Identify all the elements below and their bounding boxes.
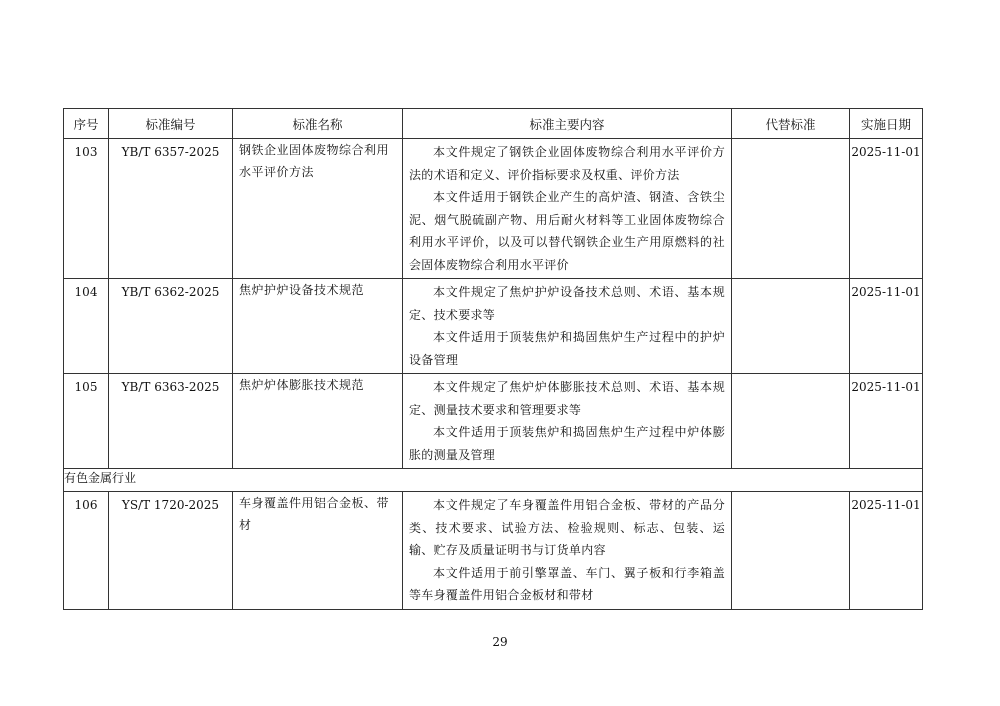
table-row [64, 279, 923, 374]
row-name [233, 139, 403, 279]
page-number: 29 [492, 635, 508, 649]
row-name [233, 492, 403, 610]
row-content [403, 139, 732, 279]
row-code: YB/T 6362-2025 [109, 279, 233, 374]
row-no: 103 [64, 139, 109, 279]
row-date: 2025-11-01 [850, 374, 923, 469]
row-replace [732, 492, 850, 610]
content-para: 本文件适用于钢铁企业产生的高炉渣、钢渣、含铁尘泥、烟气脱硫副产物、用后耐火材料等工业固体废物综合利用水平评价，以及可以替代钢铁企业生产用原燃料的社会固体废物综合利用水平评价 [409, 190, 725, 272]
table-row [64, 139, 923, 279]
header-replace: 代替标准 [732, 109, 850, 139]
row-code: YB/T 6363-2025 [109, 374, 233, 469]
content-para: 本文件规定了焦炉炉体膨胀技术总则、术语、基本规定、测量技术要求和管理要求等 [409, 380, 725, 417]
row-name [233, 374, 403, 469]
content-para: 本文件规定了焦炉护炉设备技术总则、术语、基本规定、技术要求等 [409, 285, 725, 322]
section-row [64, 469, 923, 492]
row-content [403, 374, 732, 469]
row-name-text: 钢铁企业固体废物综合利用水平评价方法 [239, 143, 390, 179]
content-para: 本文件规定了钢铁企业固体废物综合利用水平评价方法的术语和定义、评价指标要求及权重、评价方法 [409, 145, 725, 182]
row-date: 2025-11-01 [850, 492, 923, 610]
content-para: 本文件适用于顶装焦炉和捣固焦炉生产过程中炉体膨胀的测量及管理 [409, 425, 725, 462]
row-replace [732, 279, 850, 374]
header-row [64, 109, 923, 139]
row-no: 106 [64, 492, 109, 610]
table-row [64, 374, 923, 469]
row-name-text: 焦炉炉体膨胀技术规范 [239, 378, 365, 392]
row-no: 104 [64, 279, 109, 374]
row-replace [732, 139, 850, 279]
row-content [403, 492, 732, 610]
row-date: 2025-11-01 [850, 139, 923, 279]
table-row [64, 492, 923, 610]
header-code: 标准编号 [109, 109, 233, 139]
header-no: 序号 [64, 109, 109, 139]
row-content [403, 279, 732, 374]
row-name-text: 车身覆盖件用铝合金板、带材 [239, 496, 390, 532]
section-title: 有色金属行业 [64, 469, 923, 492]
row-date: 2025-11-01 [850, 279, 923, 374]
row-name-text: 焦炉护炉设备技术规范 [239, 283, 365, 297]
content-para: 本文件适用于前引擎罩盖、车门、翼子板和行李箱盖等车身覆盖件用铝合金板材和带材 [409, 565, 725, 602]
row-replace [732, 374, 850, 469]
header-content: 标准主要内容 [403, 109, 732, 139]
row-code: YS/T 1720-2025 [109, 492, 233, 610]
standards-table [63, 108, 923, 610]
row-name [233, 279, 403, 374]
row-no: 105 [64, 374, 109, 469]
content-para: 本文件适用于顶装焦炉和捣固焦炉生产过程中的护炉设备管理 [409, 330, 725, 367]
content-para: 本文件规定了车身覆盖件用铝合金板、带材的产品分类、技术要求、试验方法、检验规则、标志、包装、运输、贮存及质量证明书与订货单内容 [409, 498, 725, 557]
row-code: YB/T 6357-2025 [109, 139, 233, 279]
header-date: 实施日期 [850, 109, 923, 139]
header-name: 标准名称 [233, 109, 403, 139]
